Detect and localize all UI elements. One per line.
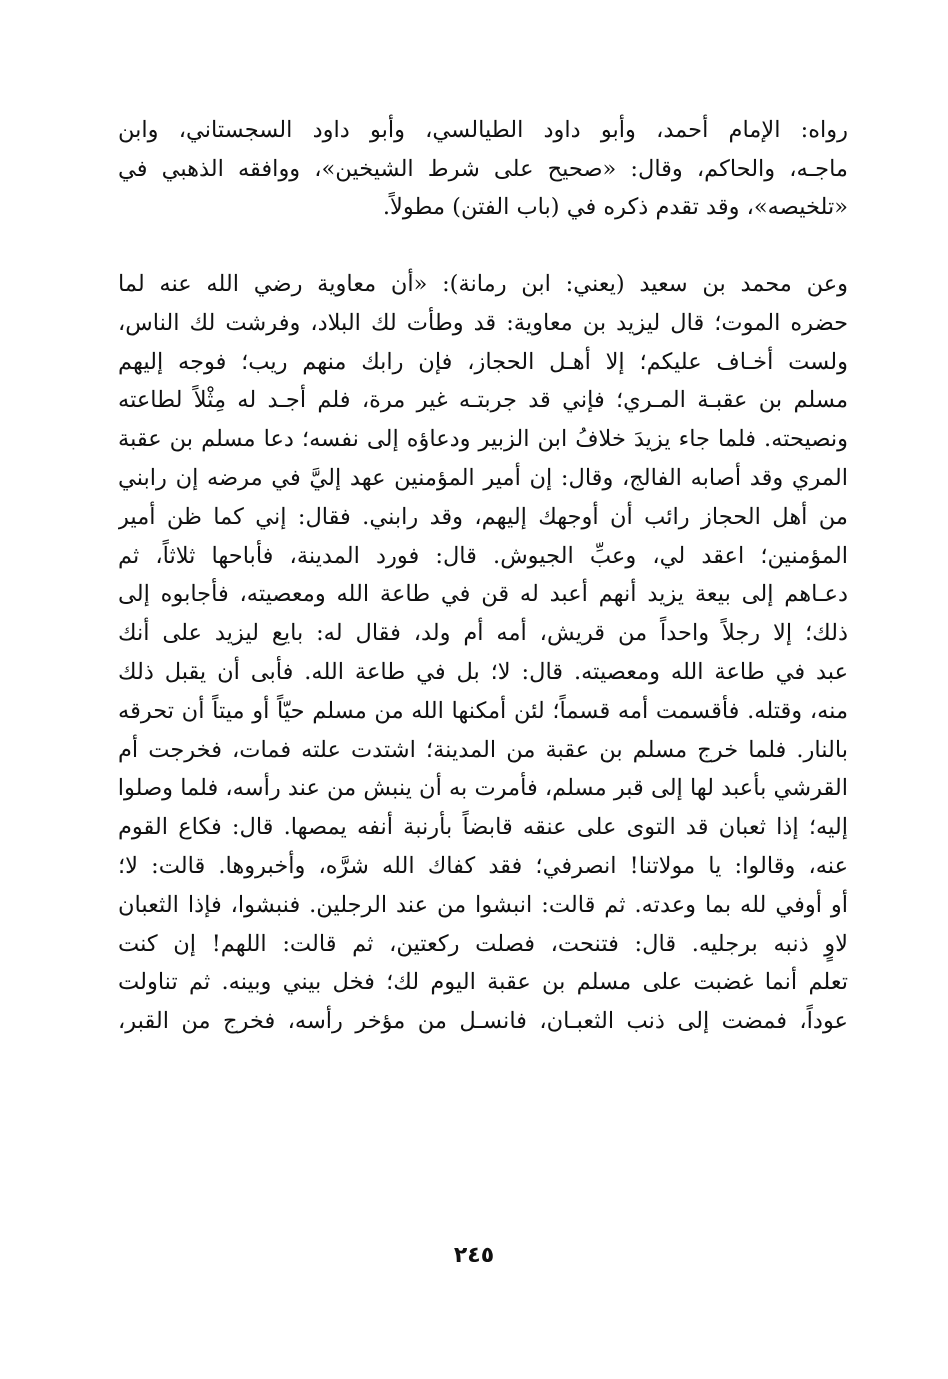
text-line: مسلم بن عقبـة المـري؛ فإني قد جربتـه غير مرة، فلم أجـد له مِثْلاً لطاعته — [118, 387, 848, 414]
page-number: ٢٤٥ — [453, 1243, 495, 1268]
text-line: القرشي بأعبد لها إلى قبر مسلم، فأمرت به أن ينبش من عند رأسه، فلما وصلوا — [118, 775, 848, 802]
text-line: ذلك؛ إلا رجلاً واحداً من قريش، أمه أم ولد، فقال له: بايع ليزيد على أنك — [118, 620, 848, 647]
text-line: «تلخيصه»، وقد تقدم ذكره في (باب الفتن) مطولاً. — [382, 194, 848, 220]
text-line: وعن محمد بن سعيد (يعني: ابن رمانة): «أن معاوية رضي الله عنه لما — [118, 271, 848, 297]
text-line: تعلم أنما غضبت على مسلم بن عقبة اليوم لك؛ فخل بيني وبينه. ثم تناولت — [118, 969, 848, 996]
paragraph-muawiya-hadith — [118, 265, 848, 1041]
text-line: عبد في طاعة الله ومعصيته. قال: لا؛ بل في طاعة الله. فأبى أن يقبل ذلك — [118, 658, 848, 685]
paragraph-riwaya — [118, 111, 848, 227]
text-line: ونصيحته. فلما جاء يزيدَ خلافُ ابن الزبير ودعاؤه إلى نفسه؛ دعا مسلم بن عقبة — [118, 426, 848, 453]
text-line: بالنار. فلما خرج مسلم بن عقبة من المدينة؛ اشتدت علته فمات، فخرجت أم — [118, 736, 848, 763]
text-line: ماجـه، والحاكم، وقال: «صحيح على شرط الشيخين»، ووافقه الذهبي في — [118, 155, 848, 182]
text-line: من أهل الحجاز رائب أن أوجهك إليهم، وقد رابني. فقال: إني كما ظن أمير — [118, 503, 848, 530]
text-line: عنه، وقالوا: يا مولاتنا! انصرفي؛ فقد كفاك الله شرَّه، وأخبروها. قالت: لا؛ — [118, 852, 848, 879]
text-line: دعـاهم إلى بيعة يزيد أنهم أعبد له قن في طاعة الله ومعصيته، فأجابوه إلى — [118, 581, 848, 608]
text-line: لاوٍ ذنبه برجليه. قال: فتنحت، فصلت ركعتين، ثم قالت: اللهم! إن كنت — [118, 930, 848, 957]
text-line: ولست أخـاف عليكم؛ إلا أهـل الحجاز، فإن رابك منهم ريب؛ فوجه إليهم — [118, 348, 848, 375]
text-line: حضره الموت؛ قال ليزيد بن معاوية: قد وطأت لك البلاد، وفرشت لك الناس، — [118, 309, 848, 336]
text-line: أو أوفي لله بما وعدته. ثم قالت: انبشوا من عند الرجلين. فنبشوا، فإذا الثعبان — [118, 891, 848, 918]
text-line: رواه: الإمام أحمد، وأبو داود الطيالسي، وأبو داود السجستاني، وابن — [118, 117, 848, 143]
text-line: المري وقد أصابه الفالج، وقال: إن أمير المؤمنين عهد إليَّ في مرضه إن رابني — [118, 464, 848, 491]
text-line: إليه؛ إذا ثعبان قد التوى على عنقه قابضاً بأرنبة أنفه يمصها. قال: فكاع القوم — [118, 814, 848, 841]
text-line: عوداً، فمضت إلى ذنب الثعبـان، فانسـل من مؤخر رأسه، فخرج من القبر، — [118, 1008, 848, 1035]
text-line: المؤمنين؛ اعقد لي، وعبِّ الجيوش. قال: فورد المدينة، فأباحها ثلاثاً، ثم — [118, 542, 848, 569]
text-line: منه، وقتله. فأقسمت أمه قسماً؛ لئن أمكنها الله من مسلم حيّاً أو ميتاً أن تحرقه — [118, 697, 848, 724]
